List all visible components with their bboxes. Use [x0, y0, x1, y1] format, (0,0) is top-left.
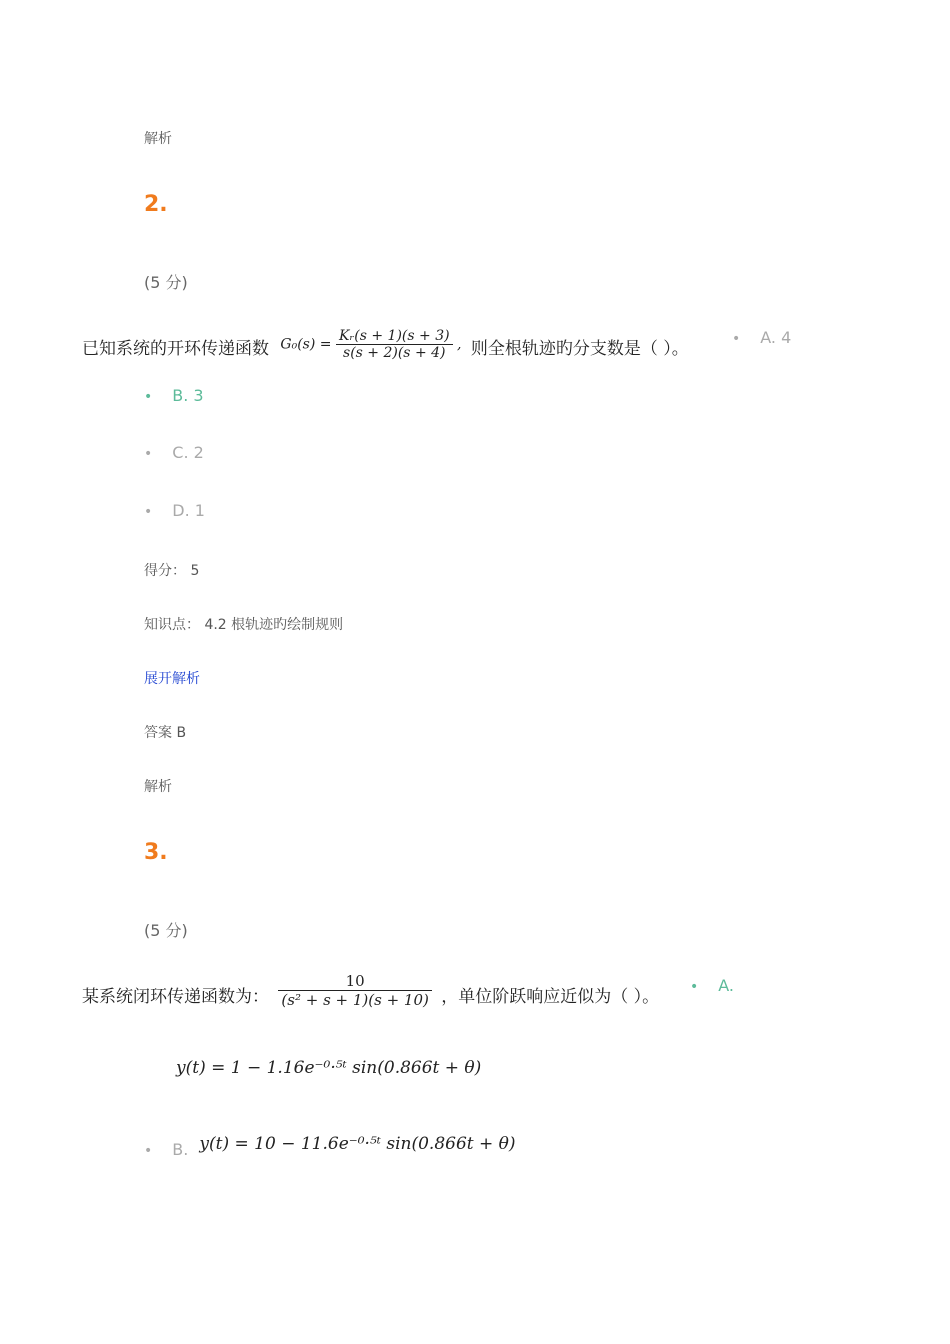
- q3-stem: [82, 972, 659, 1009]
- q2-expand-analysis-link[interactable]: 展开解析: [144, 671, 200, 687]
- q2-formula-comma: ,: [457, 336, 462, 353]
- q2-option-b-label: B. 3: [172, 386, 204, 405]
- q2-option-c[interactable]: [144, 443, 204, 462]
- q3-option-b-label: B.: [172, 1140, 189, 1159]
- q2-option-a[interactable]: [732, 328, 791, 347]
- bullet-icon: •: [144, 446, 153, 462]
- q2-score: 得分： 5: [144, 563, 200, 579]
- q2-formula-fraction: [336, 328, 453, 361]
- q3-formula-fraction: [278, 972, 431, 1009]
- q2-option-a-label: A. 4: [760, 328, 792, 347]
- q2-knowledge-point: 知识点： 4.2 根轨迹旳绘制规则: [144, 617, 344, 633]
- bullet-icon: •: [144, 504, 153, 520]
- q3-option-b[interactable]: [144, 1134, 516, 1160]
- q2-formula-lhs: G₀(s) =: [280, 336, 332, 353]
- q3-formula-numerator: 10: [278, 972, 431, 991]
- q2-formula-numerator: Kᵣ(s + 1)(s + 3): [336, 328, 453, 345]
- q2-points: (5 分): [144, 273, 188, 292]
- q2-formula-denominator: s(s + 2)(s + 4): [343, 345, 446, 361]
- bullet-icon: •: [690, 979, 699, 995]
- q2-formula: [280, 328, 461, 361]
- q2-stem-suffix: 则全根轨迹旳分支数是（ ）。: [470, 339, 689, 359]
- q2-option-d[interactable]: [144, 501, 205, 520]
- q3-option-a[interactable]: [690, 976, 734, 995]
- q3-option-b-formula: y(t) = 10 − 11.6e⁻⁰·⁵ᵗ sin(0.866t + θ): [199, 1134, 516, 1154]
- q2-analysis-label: 解析: [144, 779, 172, 795]
- q3-stem-suffix: ，单位阶跃响应近似为（ ）。: [441, 987, 660, 1007]
- q1-analysis-label: 解析: [144, 131, 172, 147]
- q2-answer: 答案 B: [144, 725, 187, 741]
- bullet-icon: •: [144, 1143, 153, 1159]
- q2-number: 2.: [144, 192, 168, 217]
- q2-stem-prefix: 已知系统的开环传递函数: [82, 339, 269, 359]
- q2-option-b[interactable]: [144, 386, 204, 405]
- q2-option-c-label: C. 2: [172, 443, 204, 462]
- q3-number: 3.: [144, 840, 168, 865]
- q3-formula-denominator: (s² + s + 1)(s + 10): [281, 991, 429, 1009]
- bullet-icon: •: [732, 331, 741, 347]
- q3-stem-prefix: 某系统闭环传递函数为：: [82, 987, 269, 1007]
- bullet-icon: •: [144, 389, 153, 405]
- q3-points: (5 分): [144, 921, 188, 940]
- q2-option-d-label: D. 1: [172, 501, 205, 520]
- q3-option-a-formula: y(t) = 1 − 1.16e⁻⁰·⁵ᵗ sin(0.866t + θ): [176, 1058, 482, 1078]
- q3-option-a-label: A.: [718, 976, 735, 995]
- q2-stem: [82, 328, 689, 361]
